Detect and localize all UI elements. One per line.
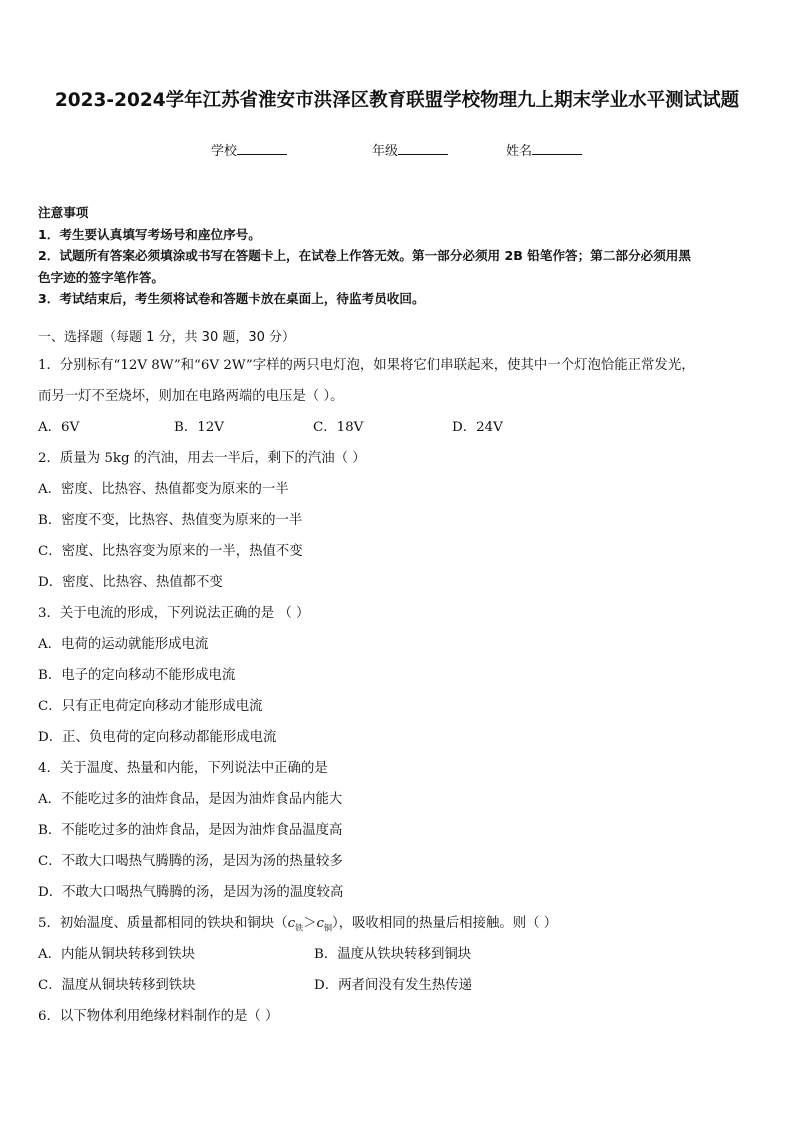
question-5-options-row-2	[38, 970, 758, 1001]
school-label: 学校	[211, 144, 238, 159]
option-c: C．只有正电荷定向移动才能形成电流	[38, 699, 263, 714]
greater-than-sign: ＞	[303, 916, 317, 931]
question-5-stem	[38, 908, 758, 939]
specific-heat-symbol: c	[316, 916, 324, 931]
option-a: A．电荷的运动就能形成电流	[38, 637, 209, 652]
question-2-stem: 2．质量为 5kg 的汽油，用去一半后，剩下的汽油（ ）	[38, 451, 366, 466]
option-c: C．不敢大口喝热气腾腾的汤，是因为汤的热量较多	[38, 854, 343, 869]
option-c: C．温度从铜块转移到铁块	[38, 978, 196, 993]
question-1-options	[38, 412, 758, 443]
name-field	[506, 140, 582, 159]
question-5-options-row-1	[38, 939, 758, 970]
option-d: D．密度、比热容、热值都不变	[38, 575, 223, 590]
option-a: A．不能吃过多的油炸食品，是因为油炸食品内能大	[38, 792, 343, 807]
school-field	[211, 140, 287, 159]
option-c: C．18V	[313, 420, 364, 435]
question-1-stem-line-1: 1．分别标有“12V 8W”和“6V 2W”字样的两只电灯泡，如果将它们串联起来，使其中一个灯泡恰能正常发光，	[38, 358, 695, 373]
section-heading: 一、选择题（每题 1 分，共 30 题，30 分）	[38, 330, 296, 345]
note-line: 色字迹的签字笔作答。	[38, 269, 164, 285]
option-a: A．6V	[38, 420, 80, 435]
name-blank	[532, 141, 582, 155]
stem-text-before: 5．初始温度、质量都相同的铁块和铜块（	[38, 916, 288, 931]
school-blank	[237, 141, 287, 155]
option-d: D．两者间没有发生热传递	[314, 978, 473, 993]
option-b: B．温度从铁块转移到铜块	[314, 947, 472, 962]
note-line: 1．考生要认真填写考场号和座位序号。	[38, 226, 261, 242]
option-b: B．不能吃过多的油炸食品，是因为油炸食品温度高	[38, 823, 343, 838]
grade-label: 年级	[372, 144, 399, 159]
question-1-stem-line-2: 而另一灯不至烧坏，则加在电路两端的电压是（ ）。	[38, 389, 344, 404]
question-3-stem: 3．关于电流的形成，下列说法正确的是 （ ）	[38, 606, 310, 621]
note-line: 3．考试结束后，考生须将试卷和答题卡放在桌面上，待监考员收回。	[38, 291, 425, 306]
notes-title: 注意事项	[38, 205, 89, 220]
option-d: D．正、负电荷的定向移动都能形成电流	[38, 730, 277, 745]
note-line: 2．试题所有答案必须填涂或书写在答题卡上，在试卷上作答无效。第一部分必须用 2B 铅笔作答；第二部分必须用黑	[38, 248, 691, 263]
page-title: 2023-2024学年江苏省淮安市洪泽区教育联盟学校物理九上期末学业水平测试试题	[54, 90, 740, 111]
subscript-iron: 铁	[295, 923, 304, 933]
option-b: B．电子的定向移动不能形成电流	[38, 668, 236, 683]
option-b: B．密度不变，比热容、热值变为原来的一半	[38, 513, 303, 528]
specific-heat-symbol: c	[287, 916, 296, 931]
option-d: D．不敢大口喝热气腾腾的汤，是因为汤的温度较高	[38, 885, 344, 900]
question-6-stem: 6．以下物体利用绝缘材料制作的是（ ）	[38, 1009, 279, 1024]
grade-field	[372, 140, 448, 159]
subscript-copper: 铜	[323, 923, 332, 933]
option-c: C．密度、比热容变为原来的一半，热值不变	[38, 544, 303, 559]
question-4-stem: 4．关于温度、热量和内能，下列说法中正确的是	[38, 761, 328, 776]
grade-blank	[398, 141, 448, 155]
option-b: B．12V	[174, 420, 224, 435]
option-d: D．24V	[452, 420, 503, 435]
questions-list	[38, 350, 758, 1032]
stem-text-after: ），吸收相同的热量后相接触。则（ ）	[331, 916, 558, 931]
notes-block	[38, 202, 758, 310]
option-a: A．密度、比热容、热值都变为原来的一半	[38, 482, 289, 497]
option-a: A．内能从铜块转移到铁块	[38, 947, 195, 962]
name-label: 姓名	[506, 144, 533, 159]
